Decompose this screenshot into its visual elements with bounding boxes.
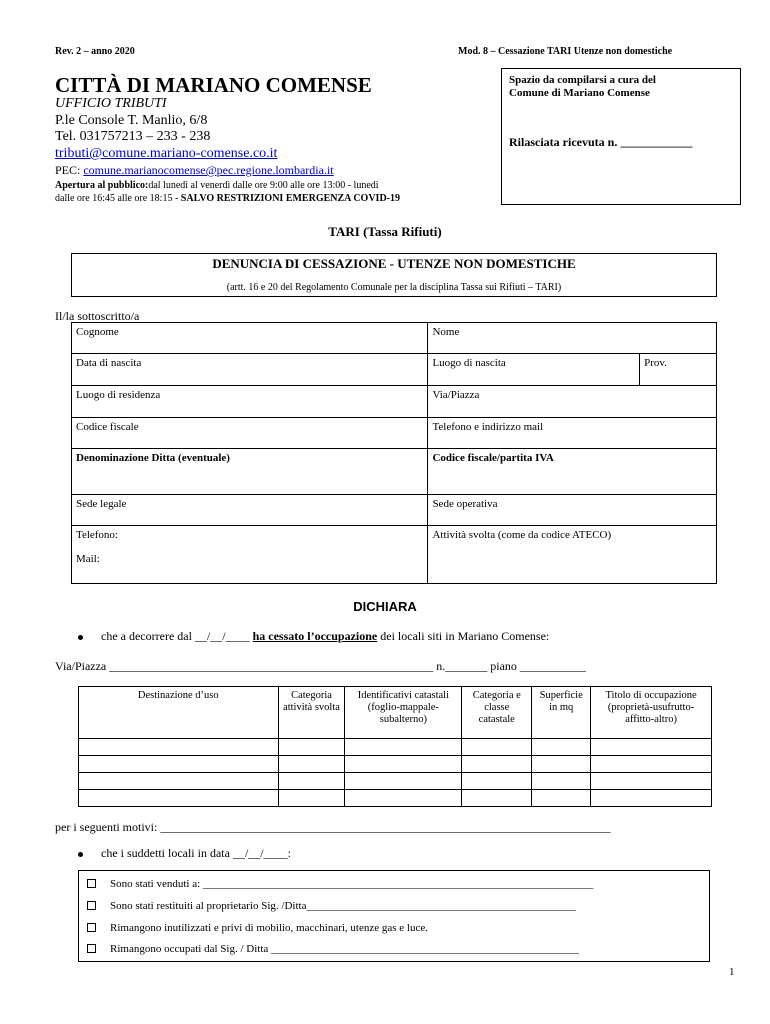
sede-legale-label: Sede legale bbox=[76, 498, 127, 510]
premises-table bbox=[78, 686, 712, 807]
tax-title: TARI (Tassa Rifiuti) bbox=[328, 224, 442, 239]
city-title: CITTÀ DI MARIANO COMENSE bbox=[55, 73, 372, 97]
header-identificativi: Identificativi catastali (foglio-mappale-subalterno) bbox=[345, 687, 462, 739]
nome-field[interactable] bbox=[428, 323, 717, 354]
table-cell[interactable] bbox=[532, 739, 591, 756]
office-use-box bbox=[501, 68, 741, 205]
telefono-label: Telefono: bbox=[76, 529, 118, 541]
table-row bbox=[79, 739, 712, 756]
option-restituiti-label: Sono stati restituiti al proprietario Sig. /Ditta_________________________________________________ bbox=[110, 900, 576, 912]
bullet-icon bbox=[78, 635, 83, 640]
via-piazza-line[interactable]: Via/Piazza ______________________________________________________ n._______ piano ___________ bbox=[55, 659, 586, 673]
form-title-box bbox=[71, 253, 717, 297]
pec-label: PEC: bbox=[55, 163, 84, 177]
hours-line2: dalle ore 16:45 alle ore 18:15 - bbox=[55, 193, 181, 204]
decorrere-bold: ha cessato l’occupazione bbox=[252, 629, 378, 643]
option-restituiti[interactable] bbox=[87, 900, 576, 912]
hours-label: Apertura al pubblico: bbox=[55, 180, 149, 191]
residenza-label: Luogo di residenza bbox=[76, 389, 161, 401]
data-locali-line bbox=[78, 846, 291, 861]
checkbox-icon[interactable] bbox=[87, 923, 96, 932]
denominazione-field[interactable] bbox=[72, 449, 428, 495]
table-cell[interactable] bbox=[591, 756, 712, 773]
sede-operativa-label: Sede operativa bbox=[432, 498, 498, 510]
table-cell[interactable] bbox=[462, 790, 532, 807]
cognome-label: Cognome bbox=[76, 326, 119, 338]
data-nascita-label: Data di nascita bbox=[76, 357, 142, 369]
table-cell[interactable] bbox=[345, 756, 462, 773]
dichiara-heading: DICHIARA bbox=[353, 599, 417, 614]
options-box bbox=[78, 870, 710, 962]
bullet-icon bbox=[78, 852, 83, 857]
table-cell[interactable] bbox=[79, 790, 279, 807]
option-occupati-label: Rimangono occupati dal Sig. / Ditta ________________________________________________________ bbox=[110, 943, 580, 955]
luogo-nascita-label: Luogo di nascita bbox=[432, 357, 506, 369]
table-row bbox=[79, 773, 712, 790]
residenza-field[interactable] bbox=[72, 386, 428, 418]
attivita-label: Attività svolta (come da codice ATECO) bbox=[432, 529, 612, 541]
header-categoria-classe: Categoria e classe catastale bbox=[462, 687, 532, 739]
option-occupati[interactable] bbox=[87, 943, 579, 955]
header-titolo: Titolo di occupazione (proprietà-usufrutto-affitto-altro) bbox=[591, 687, 712, 739]
office-hours bbox=[55, 179, 495, 205]
sede-legale-field[interactable] bbox=[72, 495, 428, 526]
table-cell[interactable] bbox=[462, 756, 532, 773]
table-cell[interactable] bbox=[278, 773, 345, 790]
sede-operativa-field[interactable] bbox=[428, 495, 717, 526]
data-locali-text[interactable]: che i suddetti locali in data __/__/____: bbox=[101, 846, 291, 860]
model-label: Mod. 8 – Cessazione TARI Utenze non domestiche bbox=[458, 46, 673, 57]
data-nascita-field[interactable] bbox=[72, 354, 428, 386]
table-cell[interactable] bbox=[462, 773, 532, 790]
pec-link[interactable]: comune.marianocomense@pec.regione.lombardia.it bbox=[83, 163, 334, 177]
codice-fiscale-field[interactable] bbox=[72, 418, 428, 449]
cognome-field[interactable] bbox=[72, 323, 428, 354]
page-number: 1 bbox=[729, 966, 735, 978]
telefono-mail-ditta-field[interactable] bbox=[72, 526, 428, 584]
cf-piva-field[interactable] bbox=[428, 449, 717, 495]
option-venduti[interactable] bbox=[87, 878, 593, 890]
checkbox-icon[interactable] bbox=[87, 901, 96, 910]
covid-note: SALVO RESTRIZIONI EMERGENZA COVID-19 bbox=[180, 193, 400, 204]
option-venduti-label: Sono stati venduti a: _______________________________________________________________________ bbox=[110, 878, 594, 890]
table-row bbox=[79, 790, 712, 807]
table-cell[interactable] bbox=[591, 739, 712, 756]
office-box-title-1: Spazio da compilarsi a cura del bbox=[509, 74, 656, 86]
option-inutilizzati[interactable] bbox=[87, 922, 428, 934]
premises-header-row bbox=[79, 687, 712, 739]
form-subtitle: (artt. 16 e 20 del Regolamento Comunale per la disciplina Tassa sui Rifiuti – TARI) bbox=[226, 282, 562, 293]
hours-line1: dal lunedì al venerdì dalle ore 9:00 alle ore 13:00 - lunedì bbox=[148, 180, 379, 191]
nome-label: Nome bbox=[432, 326, 460, 338]
personal-data-table bbox=[71, 322, 717, 584]
table-cell[interactable] bbox=[278, 756, 345, 773]
telefono-mail-field[interactable] bbox=[428, 418, 717, 449]
telefono-mail-label: Telefono e indirizzo mail bbox=[432, 421, 544, 433]
denominazione-label: Denominazione Ditta (eventuale) bbox=[76, 452, 230, 464]
attivita-field[interactable] bbox=[428, 526, 717, 584]
checkbox-icon[interactable] bbox=[87, 879, 96, 888]
via-piazza-label: Via/Piazza bbox=[432, 389, 480, 401]
decorrere-pre: che a decorrere dal __/__/____ bbox=[101, 629, 253, 643]
table-cell[interactable] bbox=[532, 773, 591, 790]
table-cell[interactable] bbox=[79, 739, 279, 756]
table-cell[interactable] bbox=[345, 739, 462, 756]
table-cell[interactable] bbox=[79, 756, 279, 773]
table-cell[interactable] bbox=[532, 756, 591, 773]
header-destinazione: Destinazione d’uso bbox=[79, 687, 279, 739]
signer-label: Il/la sottoscritto/a bbox=[55, 309, 140, 323]
office-box-title-2: Comune di Mariano Comense bbox=[509, 87, 650, 99]
mail-label: Mail: bbox=[76, 553, 100, 565]
table-cell[interactable] bbox=[345, 790, 462, 807]
codice-fiscale-label: Codice fiscale bbox=[76, 421, 139, 433]
table-cell[interactable] bbox=[591, 773, 712, 790]
luogo-nascita-field[interactable] bbox=[428, 354, 640, 386]
header-superficie: Superficie in mq bbox=[532, 687, 591, 739]
prov-label: Prov. bbox=[644, 357, 667, 369]
office-pec bbox=[55, 163, 334, 178]
table-cell[interactable] bbox=[278, 739, 345, 756]
table-cell[interactable] bbox=[79, 773, 279, 790]
revision-label: Rev. 2 – anno 2020 bbox=[55, 46, 135, 57]
table-cell[interactable] bbox=[278, 790, 345, 807]
table-cell[interactable] bbox=[345, 773, 462, 790]
prov-field[interactable] bbox=[640, 354, 717, 386]
table-cell[interactable] bbox=[532, 790, 591, 807]
receipt-number[interactable]: Rilasciata ricevuta n. ____________ bbox=[509, 135, 693, 149]
checkbox-icon[interactable] bbox=[87, 944, 96, 953]
office-phone: Tel. 031757213 – 233 - 238 bbox=[55, 129, 211, 144]
decorrere-post: dei locali siti in Mariano Comense: bbox=[377, 629, 550, 643]
office-email-link[interactable]: tributi@comune.mariano-comense.co.it bbox=[55, 146, 278, 161]
decorrere-line bbox=[78, 629, 549, 644]
office-address: P.le Console T. Manlio, 6/8 bbox=[55, 113, 208, 128]
option-inutilizzati-label: Rimangono inutilizzati e privi di mobilio, macchinari, utenze gas e luce. bbox=[110, 922, 428, 934]
motivi-line[interactable]: per i seguenti motivi: ___________________________________________________________________________ bbox=[55, 820, 611, 834]
table-cell[interactable] bbox=[462, 739, 532, 756]
table-row bbox=[79, 756, 712, 773]
cf-piva-label: Codice fiscale/partita IVA bbox=[432, 452, 554, 464]
header-categoria-attivita: Categoria attività svolta bbox=[278, 687, 345, 739]
via-piazza-field[interactable] bbox=[428, 386, 717, 418]
office-dept: UFFICIO TRIBUTI bbox=[55, 96, 167, 111]
form-title: DENUNCIA DI CESSAZIONE - UTENZE NON DOMESTICHE bbox=[212, 256, 576, 271]
table-cell[interactable] bbox=[591, 790, 712, 807]
